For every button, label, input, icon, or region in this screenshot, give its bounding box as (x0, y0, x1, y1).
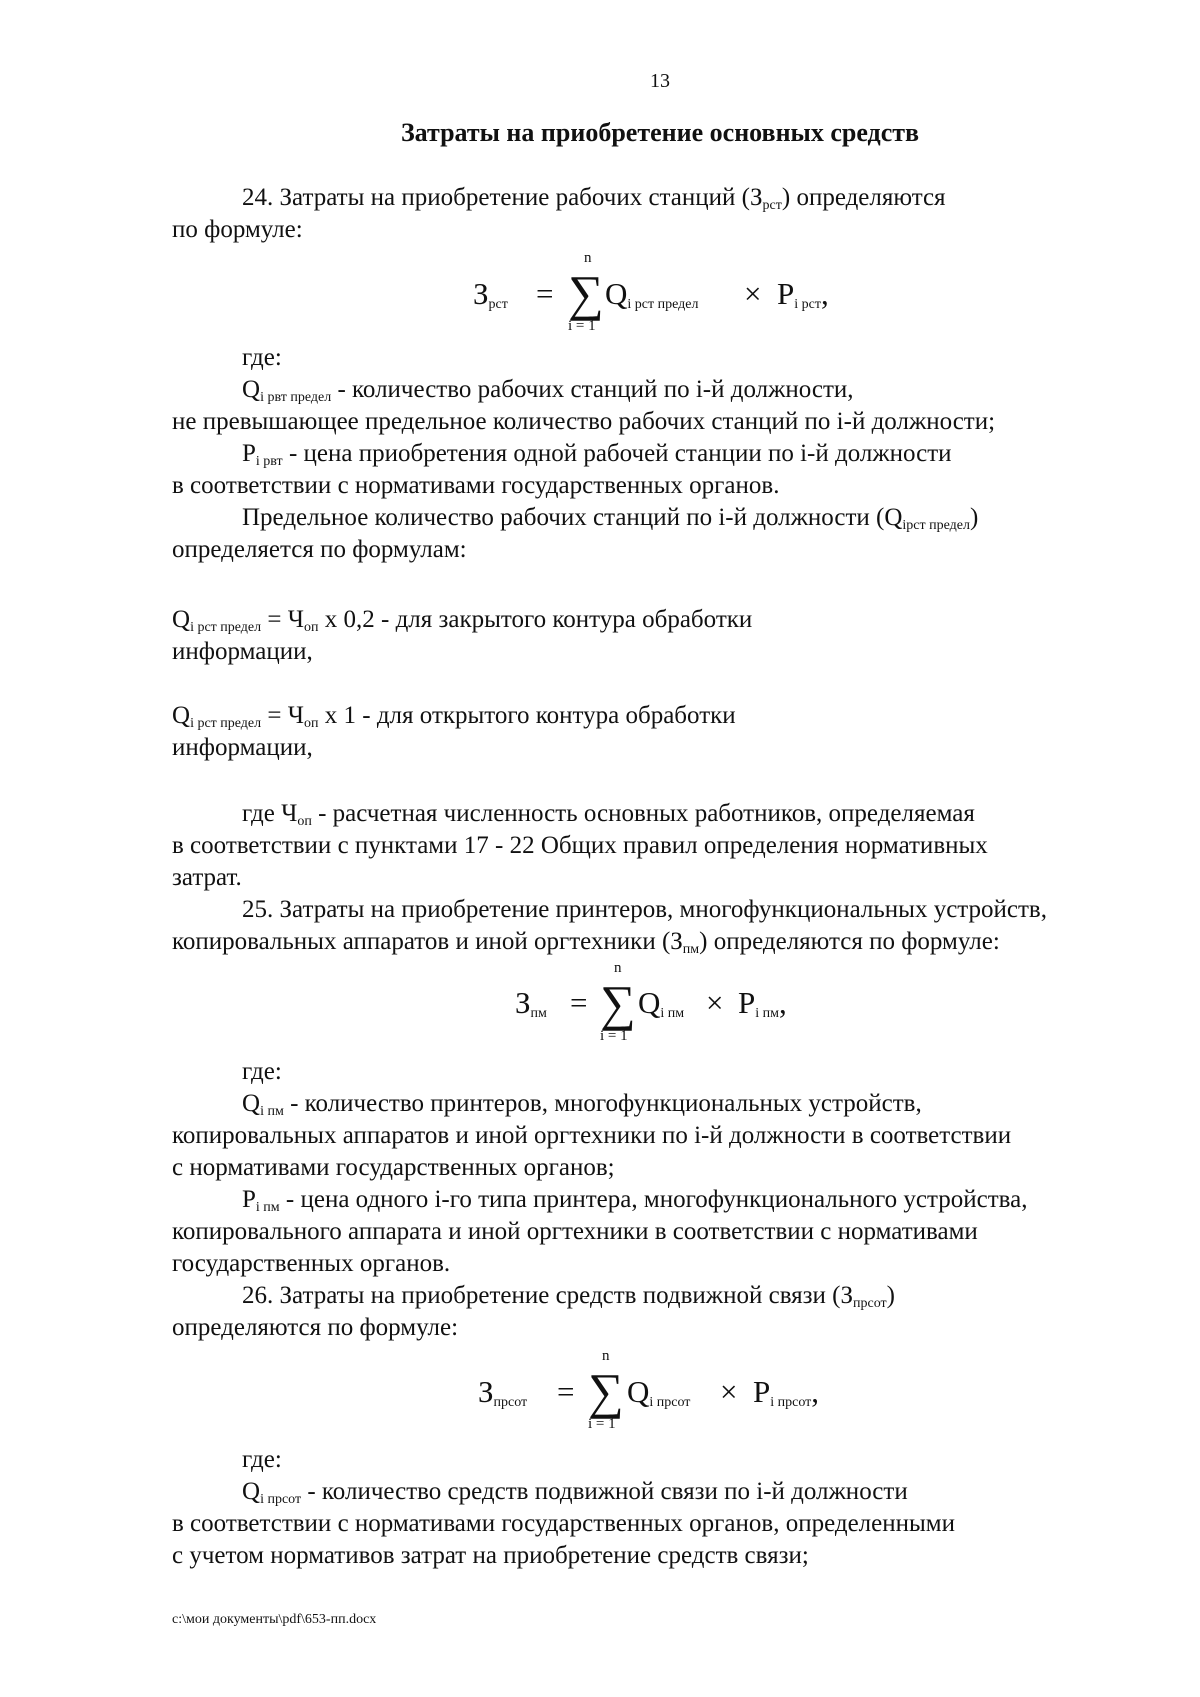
definitions-2: где $Ч_{оп}$ - расчетная численность основных работников, определяемая в соответствии с пунктами 17 - 22 Общих правил определения нормативных затрат. (172, 800, 988, 891)
paragraph-26: 26. Затраты на приобретение средств подвижной связи $(З_{прсот})$ определяются по формуле: (172, 1282, 895, 1341)
definitions-1: $Q_{i рвт предел}$ - количество рабочих станций по i-й должности, не превышающее предельное количество рабочих станций по i-й должности; $P_{i рвт}$ - цена приобретения одной рабочей станции по i-й должности в соответствии с нормативами государственных органов. Предельное количество рабочих станций по i-й должности $(Q_{iрст предел})$ определяется по формулам: (172, 376, 996, 563)
formula-closed-contour: $Q_{i рст предел} = Ч_{оп}$ х 0,2 - для закрытого контура обработки информации, (172, 606, 753, 665)
file-path-footer: c:\мои документы\pdf\653-пп.docx (172, 1612, 377, 1627)
where-1: где: (242, 344, 282, 371)
page-number: 13 (650, 70, 670, 92)
where-2: где: (242, 1058, 282, 1085)
paragraph-24: 24. Затраты на приобретение рабочих станций $(З_{рст})$ определяются по формуле: (172, 184, 946, 243)
where-3: где: (242, 1446, 282, 1473)
paragraph-25: 25. Затраты на приобретение принтеров, многофункциональных устройств, копировальных аппаратов и иной оргтехники $(З_{пм})$ определяются по формуле: (172, 896, 1047, 957)
definitions-4: $Q_{i прсот}$ - количество средств подвижной связи по i-й должности в соответствии с нормативами государственных органов, определенными с учетом нормативов затрат на приобретение средств связи; (172, 1478, 955, 1569)
document-page: 13 Затраты на приобретение основных средств 24. Затраты на приобретение рабочих станций $(З_{рст})$ определяются по формуле: $З_{рст}$ = n ∑ i = 1 $Q_{i рст предел}$ × $P_{i рст}$, где: $Q_{i рвт предел}$ - количество рабочих станций по i-й должности, не превышающее предельное количество рабочих станций по i-й должности; $P_{i рвт}$ - цена приобретения одной рабочей станции по i-й должности в соответствии с нормативами государственных органов. Предельное количество рабочих станций по i-й должности $(Q_{iрст предел})$ определяется по формулам: $Q_{i рст предел} = Ч_{оп}$ х 0,2 - для закрытого контура обработки информации, $Q_{i рст предел} = Ч_{оп}$ х 1 - для открытого контура обработки информации, где $Ч_{оп}$ - расчетная численность основных работников, определяемая в соответствии с пунктами 17 - 22 Общих правил определения нормативных затрат. 25. Затраты на приобретение принтеров, многофункциональных устройств, копировальных аппаратов и иной оргтехники $(З_{пм})$ определяются по формуле: $З_{пм}$ = n ∑ i = 1 $Q_{i пм}$ × $P_{i пм}$, где: $Q_{i пм}$ - количество принтеров, многофункциональных устройств, копировальных аппаратов и иной оргтехники по i-й должности в соответствии с нормативами государственных органов; $P_{i пм}$ - цена одного i-го типа принтера, многофункционального устройства, копировального аппарата и иной оргтехники в соответствии с нормативами государственных органов. 26. Затраты на приобретение средств подвижной связи $(З_{прсот})$ определяются по формуле: $З_{прсот}$ = n ∑ i = 1 $Q_{i прсот}$ × $P_{i прсот}$, где: $Q_{i прсот}$ - количество средств подвижной связи по i-й должности в соответствии с нормативами государственных органов, определенными с учетом нормативов затрат на приобретение средств связи; c:\мои документы\pdf\653-пп.docx (0, 0, 1200, 1697)
formula-open-contour: $Q_{i рст предел} = Ч_{оп}$ х 1 - для открытого контура обработки информации, (172, 702, 736, 761)
section-heading: Затраты на приобретение основных средств (400, 118, 920, 147)
definitions-3: $Q_{i пм}$ - количество принтеров, многофункциональных устройств, копировальных аппаратов и иной оргтехники по i-й должности в соответствии с нормативами государственных органов; $P_{i пм}$ - цена одного i-го типа принтера, многофункционального устройства, копировального аппарата и иной оргтехники в соответствии с нормативами государственных органов. (172, 1090, 1028, 1277)
